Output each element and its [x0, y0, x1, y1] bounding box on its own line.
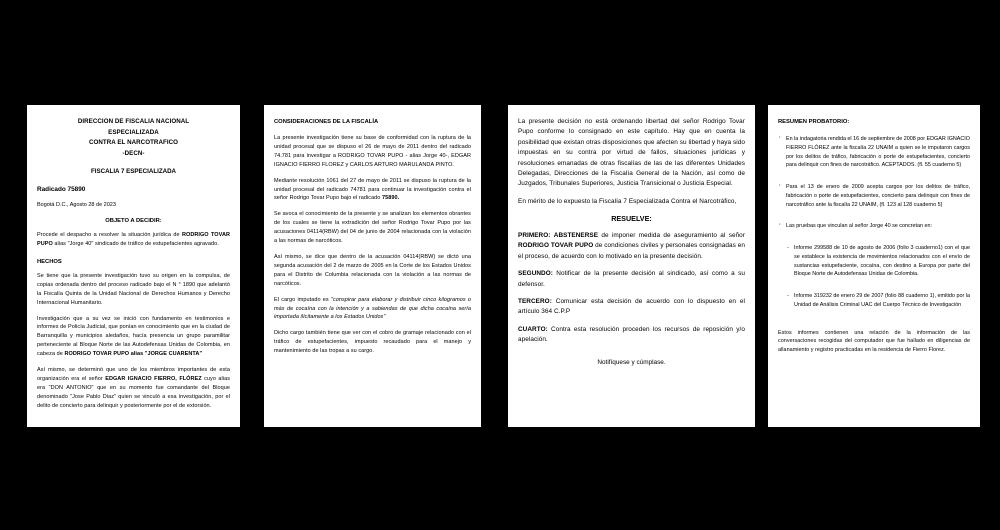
page3-p1: La presente decisión no está ordenando libertad del señor Rodrigo Tovar Pupo conforme lo consignado en este capítulo. Hay que en cuenta la posibilidad que existan otras disposiciones que afecten su libertad y haya sido impuestas en su contra por virtud de fallos, situaciones jurídicas y resoluciones emanadas de otras fiscalías de las de las diferentes Unidades Delegadas, Direcciones de la Fiscalía General de la Nación, así como de Juzgados, Tribunales Superiores, Justicia Transicional o Justicia Especial.: [518, 118, 745, 188]
page2-heading: CONSIDERACIONES DE LA FISCALÍA: [274, 119, 379, 125]
page4-subbullet-2: - Informe 319232 de enero 29 de 2007 (folio 88 cuaderno 1), emitido por la Unidad de Análisis Criminal UAC del Cuerpo Técnico de Investigación: [778, 292, 970, 310]
page3-tercero-text: Comunicar esta decisión de acuerdo con lo dispuesto en el artículo 364 C.P.P: [518, 297, 745, 316]
document-page-4[interactable]: [768, 105, 980, 427]
page2-p1: La presente investigación tiene su base de conformidad con la ruptura de la unidad procesal que se dispuso el 26 de mayo de 2011 dentro del radicado 74.781 para investigar a RODRIGO TOVAR PUPO - alias Jorge 40-, EDGAR IGNACIO FIERRO FLOREZ y CARLOS ARTURO MARULANDA PINTO.: [274, 135, 471, 168]
page1-objeto-name: RODRIGO TOVAR PUPO: [37, 232, 230, 248]
document-page-2[interactable]: [264, 105, 481, 427]
page3-primero-text-b: de condiciones civiles y personales consignadas en el proceso, de acuerdo con lo motivado en la presente decisión.: [518, 242, 746, 260]
page4-bullet-2: · Para el 13 de enero de 2009 acepta cargos por los delitos de tráfico, fabricación o porte de estupefacientes, concierto para delinquir con fines de narcotráfico ante la fiscalía 22 UNAIM, (fl. 123 al 128 cuaderno 5): [778, 183, 970, 209]
page3-primero-verb: ABSTENERSE: [553, 232, 599, 239]
page3-cuarto-label: CUARTO:: [518, 325, 548, 333]
page1-objeto-heading: OBJETO A DECIDIR:: [105, 218, 162, 225]
page3-cuarto-text: Contra esta resolución proceden los recursos de reposición y/o apelación.: [518, 325, 745, 343]
page3-primero: [518, 231, 745, 262]
page2-p5: [274, 296, 471, 323]
page2-p5-lead: El cargo imputado es: [274, 296, 331, 303]
page2-p2-text: Mediante resolución 1061 del 27 de mayo de 2011 se dispuso la ruptura de la unidad procesal del radicado 74781 para continuar la investigación contra el señor Rodrigo Tovar Pupo bajo el radicado: [274, 177, 471, 202]
page1-header-line2: ESPECIALIZADA: [108, 128, 159, 136]
page3-cuarto: [518, 325, 745, 346]
page4-heading: RESUMEN PROBATORIO:: [778, 119, 850, 125]
page2-p2-radicado: 75890.: [382, 195, 400, 202]
page1-hechos-p3: [37, 366, 230, 411]
page1-objeto-paragraph: [37, 231, 230, 249]
page1-header-line4: -DECN-: [122, 149, 145, 157]
page1-header-line1: DIRECCION DE FISCALIA NACIONAL: [77, 118, 190, 125]
page1-hechos-p2-name: RODRIGO TOVAR PUPO alias "JORGE CUARENTA": [64, 351, 203, 358]
page2-p5-quote: "conspirar para elaborar y distribuir cinco kilogramos o más de cocaína con la intención y a sabiendas de que dicha cocaína sería importada ilícitamente a los Estados Unidos": [274, 296, 472, 321]
page3-tercero-label: TERCERO:: [518, 297, 552, 305]
page2-p2: [274, 177, 471, 204]
page4-subbullet-1: - Informe 299588 de 10 de agosto de 2006 (folio 3 cuaderno1) con el que se establece la existencia de movimientos relacionados con el envío de sustancias estupefaciente, cocaína, con destino a Europa por parte del Bloque Norte de Autodefensas Unidas de Colombia.: [778, 244, 970, 279]
page3-segundo-label: SEGUNDO:: [518, 270, 553, 278]
page1-hechos-p2: [37, 315, 230, 360]
page1-hechos-heading: HECHOS: [37, 258, 62, 265]
page4-spacer-5: [778, 317, 970, 329]
document-page-1[interactable]: [27, 105, 240, 427]
page3-primero-label: PRIMERO:: [518, 232, 551, 239]
page1-hechos-p2-text: Investigación que a su vez se inició con fundamento en testimonios e informes de Policía Judicial, que ponían en conocimiento que en la ciudad de Barranquilla y municipios aledaños, hacía presencia un grupo paramilitar perteneciente al Bloque Norte de las Autodefensas Unidas de Colombia, en cabeza de: [37, 315, 230, 358]
page1-header-line3: CONTRA EL NARCOTRAFICO: [88, 139, 178, 147]
page1-hechos-p3-name: EDGAR IGNACIO FIERRO, FLÓREZ: [105, 376, 202, 382]
page3-tercero: [518, 297, 745, 318]
page2-p3: Se avoca el conocimiento de la presente y se analizan los elementos obrantes de los cuales se tiene la extradición del señor Rodrigo Tovar Pupo por las acusaciones 04114(RBW) del 04 de junio de 2004 relacionada con la violación a las normas de narcóticos.: [274, 211, 471, 245]
page1-hechos-p3-b: cuyo alias era "DON ANTONIO" que en su momento fue comandante del Bloque denominado "Jose Pablo Diaz" quien se vinculó a esa investigación, por el delito de concierto para delinquir y posteriormente por el de extorsión.: [37, 376, 231, 409]
page1-objeto-text-2: alias "Jorge 40" sindicado de tráfico de estupefacientes agravado.: [52, 241, 219, 248]
document-page-3[interactable]: [508, 105, 755, 427]
page2-p4: Así mismo, se dice que dentro de la acusación 04114(RBW) se dictó una segunda acusación del 2 de marzo de 2005 en la Corte de los Estados Unidos para el Distrito de Columbia relacionada con la violación a las normas de narcóticos.: [274, 253, 471, 287]
page2-p6: Dicho cargo también tiene que ver con el cobro de gramaje relacionado con el tráfico de estupefacientes, impuesto recaudado para el manejo y mantenimiento de las tropas a su cargo.: [274, 330, 471, 355]
page1-hechos-p3-a: Así mismo, se determinó que uno de los miembros importantes de esta organización era el señor: [37, 367, 230, 382]
page1-objeto-text-1: Procede el despacho a resolver la situación jurídica de: [37, 232, 182, 239]
page1-hechos-p1: Se tiene que la presente investigación tuvo su origen en la compulsa, de copias ordenada dentro del proceso radicado bajo el N ° 1890 que adelantó la Fiscalía Quinta de la Unidad Nacional de Derechos Humanos y Derecho Internacional Humanitario.: [37, 272, 230, 306]
page4-bullet-1: · En la indagatoria rendida el 16 de septiembre de 2008 por EDGAR IGNACIO FIERRO FLÓREZ ante la fiscalía 22 UNAIM a quien se le imputaron cargos por los delitos de tráfico, fabricación o porte de estupefacientes, concierto para delinquir con fines de narcotráfico. ACEPTADOS. (fl. 55 cuaderno 5): [778, 135, 970, 170]
page4-bullet-3: · Las pruebas que vinculan al señor Jorge 40 se concretan en:: [778, 222, 970, 231]
page3-p2: En mérito de lo expuesto la Fiscalía 7 Especializada Contra el Narcotráfico,: [518, 197, 737, 205]
page3-closing: Notifíquese y cúmplase.: [597, 359, 666, 367]
page1-place-date: Bogotá D.C., Agosto 28 de 2023: [37, 202, 116, 209]
page3-resuelve-heading: RESUELVE:: [611, 214, 652, 223]
page3-primero-text-a: de imponer medida de aseguramiento al señor: [598, 232, 745, 239]
page3-segundo: [518, 269, 745, 290]
page3-segundo-text: Notificar de la presente decisión al sindicado, así como a su defensor.: [518, 270, 745, 288]
page3-primero-name: RODRIGO TOVAR PUPO: [518, 242, 594, 250]
page1-radicado: Radicado 75890: [37, 186, 86, 194]
page1-subheader: FISCALIA 7 ESPECIALIZADA: [90, 168, 177, 176]
page4-closing-paragraph: Estos informes contienen una relación de la información de las conversaciones recogidas del computador que fue hallado en diligencias de allanamiento y registro practicadas en la residencia de Fierro Florez.: [778, 329, 970, 353]
